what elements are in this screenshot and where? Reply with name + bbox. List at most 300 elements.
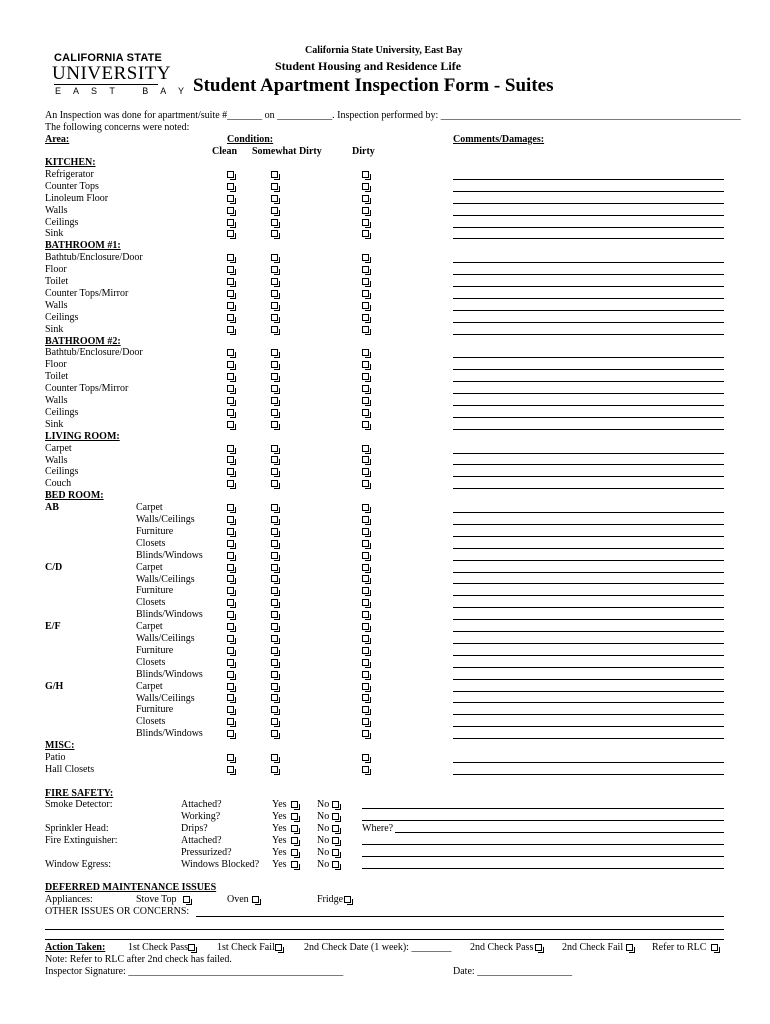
header-university: California State University, East Bay [305,45,463,56]
bedroom-1-row-4-somewhat-dirty-checkbox[interactable] [271,611,278,618]
bath2-row-5-dirty-checkbox[interactable] [362,409,369,416]
misc-row-1-dirty-checkbox[interactable] [362,766,369,773]
living-row-2-dirty-checkbox[interactable] [362,468,369,475]
misc-row-1-somewhat-dirty-checkbox[interactable] [271,766,278,773]
bath2-row-6-clean-checkbox[interactable] [227,421,234,428]
kitchen-row-5-comment-line[interactable] [453,238,724,239]
fire-yes-checkbox-3[interactable] [291,837,298,844]
page-title: Student Apartment Inspection Form - Suites [193,75,554,96]
bedroom-2-row-0-comment-line[interactable] [453,631,724,632]
kitchen-row-0-label: Refrigerator [45,168,94,180]
bedroom-1-row-2-label: Furniture [136,585,174,597]
misc-row-0-dirty-checkbox[interactable] [362,754,369,761]
bedroom-2-row-2-somewhat-dirty-checkbox[interactable] [271,647,278,654]
signature-date[interactable]: Date: ___________________ [453,966,573,977]
bath1-row-5-label: Ceilings [45,311,79,323]
fire-yes-label-3: Yes [272,835,287,846]
bath1-row-2-somewhat-dirty-checkbox[interactable] [271,278,278,285]
bedroom-3-row-0-group-label: G/H [45,680,64,692]
bedroom-3-row-2-label: Furniture [136,704,174,716]
kitchen-row-0-somewhat-dirty-checkbox[interactable] [271,171,278,178]
bath1-row-2-label: Toilet [45,276,69,287]
first-check-pass-checkbox[interactable] [188,944,195,951]
fire-no-checkbox-1[interactable] [332,813,339,820]
bedroom-0-row-1-comment-line[interactable] [453,524,724,525]
bedroom-3-row-3-dirty-checkbox[interactable] [362,718,369,725]
bedroom-3-row-4-comment-line[interactable] [453,738,724,739]
fire-yes-label-4: Yes [272,847,287,858]
living-row-1-somewhat-dirty-checkbox[interactable] [271,456,278,463]
bedroom-3-row-0-dirty-checkbox[interactable] [362,683,369,690]
living-row-1-comment-line[interactable] [453,464,724,465]
stove-top-checkbox[interactable] [183,896,190,903]
q-working: Working? [181,811,221,822]
misc-row-0-comment-line[interactable] [453,762,724,763]
bedroom-2-row-1-clean-checkbox[interactable] [227,635,234,642]
bedroom-2-row-2-comment-line[interactable] [453,655,724,656]
bath2-row-4-somewhat-dirty-checkbox[interactable] [271,397,278,404]
living-row-0-dirty-checkbox[interactable] [362,445,369,452]
kitchen-row-3-label: Walls [45,204,68,216]
bath2-row-1-somewhat-dirty-checkbox[interactable] [271,361,278,368]
bedroom-1-row-3-label: Closets [136,597,166,609]
kitchen-row-2-somewhat-dirty-checkbox[interactable] [271,195,278,202]
bedroom-3-row-2-comment-line[interactable] [453,714,724,715]
bedroom-1-row-1-label: Walls/Ceilings [136,573,195,585]
appliances-label: Appliances: [45,894,93,905]
bedroom-3-row-4-somewhat-dirty-checkbox[interactable] [271,730,278,737]
bath2-row-4-comment-line[interactable] [453,405,724,406]
bath1-row-5-somewhat-dirty-checkbox[interactable] [271,314,278,321]
fire-comment-line-2[interactable] [395,832,724,833]
fire-no-label-5: No [317,859,330,870]
refer-to-rlc-checkbox[interactable] [711,944,718,951]
bedroom-0-row-2-comment-line[interactable] [453,536,724,537]
q-windows-blocked: Windows Blocked? [181,859,260,870]
fire-comment-line-3[interactable] [362,844,724,845]
bath2-row-0-comment-line[interactable] [453,357,724,358]
living-row-2-clean-checkbox[interactable] [227,468,234,475]
bath2-row-2-somewhat-dirty-checkbox[interactable] [271,373,278,380]
other-issues-label: OTHER ISSUES OR CONCERNS: [45,906,190,917]
bedroom-0-row-3-label: Closets [136,537,166,549]
fridge-label: Fridge [317,894,344,905]
header-department: Student Housing and Residence Life [275,59,462,73]
misc-row-0-somewhat-dirty-checkbox[interactable] [271,754,278,761]
bath2-row-5-clean-checkbox[interactable] [227,409,234,416]
bath2-row-3-label: Counter Tops/Mirror [45,383,129,395]
bedroom-2-row-0-label: Carpet [136,621,163,633]
first-check-fail-label: 1st Check Fail [217,942,275,953]
bath1-row-1-clean-checkbox[interactable] [227,266,234,273]
kitchen-row-2-clean-checkbox[interactable] [227,195,234,202]
oven-label: Oven [227,894,249,905]
intro-line1[interactable]: An Inspection was done for apartment/suite #_______ on ___________. Inspection performed by: ____________________________________________________________ [45,110,741,121]
bath2-row-1-label: Floor [45,359,67,371]
bedroom-1-row-1-dirty-checkbox[interactable] [362,575,369,582]
bedroom-3-row-0-label: Carpet [136,680,163,692]
living-row-0-clean-checkbox[interactable] [227,445,234,452]
bath1-row-2-clean-checkbox[interactable] [227,278,234,285]
bedroom-0-row-0-comment-line[interactable] [453,512,724,513]
bath2-row-1-dirty-checkbox[interactable] [362,361,369,368]
fire-no-label-4: No [317,847,330,858]
kitchen-row-1-comment-line[interactable] [453,191,724,192]
bedroom-0-row-2-dirty-checkbox[interactable] [362,528,369,535]
living-row-2-somewhat-dirty-checkbox[interactable] [271,468,278,475]
bedroom-3-row-0-somewhat-dirty-checkbox[interactable] [271,683,278,690]
bedroom-1-row-1-clean-checkbox[interactable] [227,575,234,582]
kitchen-row-3-somewhat-dirty-checkbox[interactable] [271,207,278,214]
bedroom-1-row-3-somewhat-dirty-checkbox[interactable] [271,599,278,606]
bath1-row-4-comment-line[interactable] [453,310,724,311]
fire-no-checkbox-3[interactable] [332,837,339,844]
bedroom-0-row-4-label: Blinds/Windows [136,549,203,561]
misc-heading: MISC: [45,740,75,752]
bath2-row-2-clean-checkbox[interactable] [227,373,234,380]
living-row-0-comment-line[interactable] [453,453,724,454]
bath1-row-5-comment-line[interactable] [453,322,724,323]
oven-checkbox[interactable] [252,896,259,903]
other-issues-line-1[interactable] [196,916,724,917]
kitchen-row-1-clean-checkbox[interactable] [227,183,234,190]
bedroom-3-row-1-dirty-checkbox[interactable] [362,694,369,701]
fire-no-checkbox-2[interactable] [332,825,339,832]
bedroom-1-row-4-dirty-checkbox[interactable] [362,611,369,618]
fire-yes-checkbox-4[interactable] [291,849,298,856]
bath1-row-3-dirty-checkbox[interactable] [362,290,369,297]
bath1-row-5-dirty-checkbox[interactable] [362,314,369,321]
first-check-fail-checkbox[interactable] [275,944,282,951]
bedroom-2-row-2-label: Furniture [136,644,174,656]
bath2-row-6-comment-line[interactable] [453,429,724,430]
bedroom-2-row-1-label: Walls/Ceilings [136,633,195,644]
bedroom-3-row-1-somewhat-dirty-checkbox[interactable] [271,694,278,701]
bedroom-2-row-1-somewhat-dirty-checkbox[interactable] [271,635,278,642]
bedroom-0-row-1-dirty-checkbox[interactable] [362,516,369,523]
bath1-row-6-clean-checkbox[interactable] [227,326,234,333]
bedroom-1-row-4-comment-line[interactable] [453,619,724,620]
living-row-1-dirty-checkbox[interactable] [362,456,369,463]
bedroom-2-row-4-comment-line[interactable] [453,679,724,680]
bedroom-0-row-0-clean-checkbox[interactable] [227,504,234,511]
bedroom-1-row-4-clean-checkbox[interactable] [227,611,234,618]
bedroom-heading: BED ROOM: [45,490,104,502]
fire-yes-checkbox-2[interactable] [291,825,298,832]
intro-line2: The following concerns were noted: [45,122,190,133]
bath2-row-6-dirty-checkbox[interactable] [362,421,369,428]
second-check-pass-checkbox[interactable] [535,944,542,951]
kitchen-row-3-comment-line[interactable] [453,215,724,216]
bedroom-2-row-3-somewhat-dirty-checkbox[interactable] [271,659,278,666]
bath1-row-5-clean-checkbox[interactable] [227,314,234,321]
refer-to-rlc-label: Refer to RLC [652,942,707,953]
bedroom-3-row-3-comment-line[interactable] [453,726,724,727]
deferred-heading: DEFERRED MAINTENANCE ISSUES [45,882,217,893]
bedroom-2-row-4-clean-checkbox[interactable] [227,671,234,678]
fire-comment-line-5[interactable] [362,868,724,869]
action-taken-label: Action Taken: [45,942,106,953]
fire-yes-checkbox-5[interactable] [291,861,298,868]
living-row-1-clean-checkbox[interactable] [227,456,234,463]
bath1-row-0-dirty-checkbox[interactable] [362,254,369,261]
clean-header: Clean [212,146,237,157]
fire-no-label-1: No [317,811,330,822]
sprinkler-head-label: Sprinkler Head: [45,823,109,834]
q-drips: Drips? [181,823,208,834]
q-attached-2: Attached? [181,835,222,846]
bedroom-1-row-2-dirty-checkbox[interactable] [362,587,369,594]
bath2-row-2-comment-line[interactable] [453,381,724,382]
bath1-row-3-label: Counter Tops/Mirror [45,287,129,299]
bedroom-1-row-0-dirty-checkbox[interactable] [362,564,369,571]
bath1-row-0-somewhat-dirty-checkbox[interactable] [271,254,278,261]
bedroom-3-row-4-clean-checkbox[interactable] [227,730,234,737]
second-check-date-label[interactable]: 2nd Check Date (1 week): ________ [304,942,452,953]
fire-no-checkbox-0[interactable] [332,801,339,808]
bedroom-2-row-2-clean-checkbox[interactable] [227,647,234,654]
living-heading: LIVING ROOM: [45,430,120,442]
fire-yes-label-0: Yes [272,799,287,810]
misc-row-0-label: Patio [45,752,66,763]
bath2-row-0-dirty-checkbox[interactable] [362,349,369,356]
kitchen-row-4-comment-line[interactable] [453,227,724,228]
bath2-row-3-somewhat-dirty-checkbox[interactable] [271,385,278,392]
bedroom-3-row-2-dirty-checkbox[interactable] [362,706,369,713]
bath2-row-0-clean-checkbox[interactable] [227,349,234,356]
kitchen-row-1-somewhat-dirty-checkbox[interactable] [271,183,278,190]
bedroom-1-row-2-comment-line[interactable] [453,595,724,596]
bath1-row-3-comment-line[interactable] [453,298,724,299]
bath2-row-1-clean-checkbox[interactable] [227,361,234,368]
kitchen-row-3-clean-checkbox[interactable] [227,207,234,214]
fire-no-checkbox-5[interactable] [332,861,339,868]
misc-row-1-comment-line[interactable] [453,774,724,775]
bedroom-0-row-1-label: Walls/Ceilings [136,514,195,525]
living-row-3-dirty-checkbox[interactable] [362,480,369,487]
bedroom-2-row-0-clean-checkbox[interactable] [227,623,234,630]
condition-header: Condition: [227,134,274,145]
living-row-3-comment-line[interactable] [453,488,724,489]
bedroom-1-row-1-somewhat-dirty-checkbox[interactable] [271,575,278,582]
second-check-fail-checkbox[interactable] [626,944,633,951]
bedroom-3-row-4-label: Blinds/Windows [136,728,203,740]
bedroom-3-row-1-clean-checkbox[interactable] [227,694,234,701]
other-issues-line-2[interactable] [45,929,724,930]
bath1-row-6-dirty-checkbox[interactable] [362,326,369,333]
bath2-row-3-comment-line[interactable] [453,393,724,394]
bath2-row-5-comment-line[interactable] [453,417,724,418]
logo-line3: E A S T B A Y [55,86,190,96]
misc-row-1-clean-checkbox[interactable] [227,766,234,773]
bath1-row-1-somewhat-dirty-checkbox[interactable] [271,266,278,273]
kitchen-row-5-clean-checkbox[interactable] [227,230,234,237]
bathroom1-heading: BATHROOM #1: [45,240,121,252]
bedroom-2-row-4-dirty-checkbox[interactable] [362,671,369,678]
bath1-row-6-somewhat-dirty-checkbox[interactable] [271,326,278,333]
bath1-row-4-clean-checkbox[interactable] [227,302,234,309]
bedroom-3-row-3-label: Closets [136,716,166,728]
bath2-row-4-dirty-checkbox[interactable] [362,397,369,404]
bedroom-0-row-2-clean-checkbox[interactable] [227,528,234,535]
bedroom-2-row-3-dirty-checkbox[interactable] [362,659,369,666]
smoke-detector-label: Smoke Detector: [45,799,113,810]
bedroom-2-row-3-clean-checkbox[interactable] [227,659,234,666]
second-check-fail-label: 2nd Check Fail [562,942,624,953]
bath2-row-3-clean-checkbox[interactable] [227,385,234,392]
kitchen-row-2-comment-line[interactable] [453,203,724,204]
bath1-row-3-somewhat-dirty-checkbox[interactable] [271,290,278,297]
kitchen-row-5-somewhat-dirty-checkbox[interactable] [271,230,278,237]
bedroom-1-row-0-label: Carpet [136,561,163,573]
bath2-row-6-somewhat-dirty-checkbox[interactable] [271,421,278,428]
bedroom-0-row-0-dirty-checkbox[interactable] [362,504,369,511]
bedroom-3-row-2-clean-checkbox[interactable] [227,706,234,713]
bath1-row-0-clean-checkbox[interactable] [227,254,234,261]
bedroom-0-row-2-somewhat-dirty-checkbox[interactable] [271,528,278,535]
fire-comment-line-0[interactable] [362,808,724,809]
bath2-row-2-dirty-checkbox[interactable] [362,373,369,380]
bedroom-1-row-0-group-label: C/D [45,561,63,573]
bedroom-2-row-4-somewhat-dirty-checkbox[interactable] [271,671,278,678]
kitchen-row-4-somewhat-dirty-checkbox[interactable] [271,219,278,226]
living-row-2-comment-line[interactable] [453,476,724,477]
kitchen-row-0-dirty-checkbox[interactable] [362,171,369,178]
bedroom-1-row-4-label: Blinds/Windows [136,609,203,621]
bedroom-0-row-0-somewhat-dirty-checkbox[interactable] [271,504,278,511]
fire-comment-line-1[interactable] [362,820,724,821]
dirty-header: Dirty [352,146,375,157]
refer-note: Note: Refer to RLC after 2nd check has failed. [45,954,232,965]
fire-comment-line-4[interactable] [362,856,724,857]
window-egress-label: Window Egress: [45,859,111,870]
bedroom-3-row-3-clean-checkbox[interactable] [227,718,234,725]
bedroom-2-row-0-dirty-checkbox[interactable] [362,623,369,630]
bath1-row-1-comment-line[interactable] [453,274,724,275]
bedroom-1-row-3-dirty-checkbox[interactable] [362,599,369,606]
bedroom-0-row-4-clean-checkbox[interactable] [227,552,234,559]
bath2-row-4-clean-checkbox[interactable] [227,397,234,404]
stove-top-label: Stove Top [136,894,177,905]
fire-yes-label-5: Yes [272,859,287,870]
bath1-row-4-dirty-checkbox[interactable] [362,302,369,309]
bedroom-3-row-2-somewhat-dirty-checkbox[interactable] [271,706,278,713]
bedroom-1-row-3-comment-line[interactable] [453,607,724,608]
kitchen-row-5-dirty-checkbox[interactable] [362,230,369,237]
kitchen-row-1-label: Counter Tops [45,180,99,192]
bedroom-1-row-2-somewhat-dirty-checkbox[interactable] [271,587,278,594]
bedroom-2-row-1-comment-line[interactable] [453,643,724,644]
living-row-3-clean-checkbox[interactable] [227,480,234,487]
living-row-0-somewhat-dirty-checkbox[interactable] [271,445,278,452]
bedroom-0-row-4-dirty-checkbox[interactable] [362,552,369,559]
kitchen-row-5-label: Sink [45,228,64,240]
kitchen-heading: KITCHEN: [45,157,96,168]
kitchen-row-1-dirty-checkbox[interactable] [362,183,369,190]
bedroom-3-row-1-comment-line[interactable] [453,702,724,703]
bedroom-3-row-1-label: Walls/Ceilings [136,692,195,704]
living-row-1-label: Walls [45,454,68,466]
kitchen-row-4-dirty-checkbox[interactable] [362,219,369,226]
bedroom-0-row-3-comment-line[interactable] [453,548,724,549]
second-check-pass-label: 2nd Check Pass [470,942,534,953]
bedroom-0-row-1-somewhat-dirty-checkbox[interactable] [271,516,278,523]
living-row-0-label: Carpet [45,442,72,454]
bath1-row-6-comment-line[interactable] [453,334,724,335]
bath1-row-4-somewhat-dirty-checkbox[interactable] [271,302,278,309]
bedroom-1-row-0-somewhat-dirty-checkbox[interactable] [271,564,278,571]
fire-no-label-3: No [317,835,330,846]
fire-yes-checkbox-0[interactable] [291,801,298,808]
bath1-row-0-comment-line[interactable] [453,262,724,263]
bath1-row-1-dirty-checkbox[interactable] [362,266,369,273]
bathroom2-heading: BATHROOM #2: [45,335,121,347]
bedroom-3-row-4-dirty-checkbox[interactable] [362,730,369,737]
bath1-row-2-dirty-checkbox[interactable] [362,278,369,285]
fire-no-label-2: No [317,823,330,834]
bedroom-2-row-0-somewhat-dirty-checkbox[interactable] [271,623,278,630]
bedroom-0-row-4-somewhat-dirty-checkbox[interactable] [271,552,278,559]
kitchen-row-0-comment-line[interactable] [453,179,724,180]
bedroom-1-row-1-comment-line[interactable] [453,583,724,584]
misc-row-0-clean-checkbox[interactable] [227,754,234,761]
bedroom-2-row-0-group-label: E/F [45,621,61,633]
bath2-row-6-label: Sink [45,418,64,430]
fire-no-label-0: No [317,799,330,810]
fire-yes-checkbox-1[interactable] [291,813,298,820]
kitchen-row-4-clean-checkbox[interactable] [227,219,234,226]
bedroom-3-row-3-somewhat-dirty-checkbox[interactable] [271,718,278,725]
bedroom-1-row-0-comment-line[interactable] [453,572,724,573]
bath1-row-2-comment-line[interactable] [453,286,724,287]
bath2-row-5-somewhat-dirty-checkbox[interactable] [271,409,278,416]
bedroom-3-row-0-clean-checkbox[interactable] [227,683,234,690]
bedroom-0-row-3-dirty-checkbox[interactable] [362,540,369,547]
bedroom-0-row-3-somewhat-dirty-checkbox[interactable] [271,540,278,547]
inspector-signature[interactable]: Inspector Signature: ___________________________________________ [45,966,344,977]
bedroom-2-row-2-dirty-checkbox[interactable] [362,647,369,654]
kitchen-row-3-dirty-checkbox[interactable] [362,207,369,214]
fire-no-checkbox-4[interactable] [332,849,339,856]
bedroom-2-row-3-comment-line[interactable] [453,667,724,668]
bedroom-0-row-1-clean-checkbox[interactable] [227,516,234,523]
living-row-2-label: Ceilings [45,466,79,478]
kitchen-row-0-clean-checkbox[interactable] [227,171,234,178]
bath2-row-3-dirty-checkbox[interactable] [362,385,369,392]
kitchen-row-2-dirty-checkbox[interactable] [362,195,369,202]
bedroom-2-row-4-label: Blinds/Windows [136,668,203,680]
bedroom-0-row-0-label: Carpet [136,502,163,514]
kitchen-row-4-label: Ceilings [45,216,79,228]
bedroom-1-row-0-clean-checkbox[interactable] [227,564,234,571]
bath2-row-4-label: Walls [45,395,68,406]
bedroom-3-row-0-comment-line[interactable] [453,691,724,692]
logo-line1: CALIFORNIA STATE [54,52,163,64]
fridge-checkbox[interactable] [344,896,351,903]
bath2-row-0-somewhat-dirty-checkbox[interactable] [271,349,278,356]
bedroom-1-row-2-clean-checkbox[interactable] [227,587,234,594]
living-row-3-somewhat-dirty-checkbox[interactable] [271,480,278,487]
bath2-row-0-label: Bathtub/Enclosure/Door [45,347,143,359]
q-attached: Attached? [181,799,222,810]
bedroom-0-row-4-comment-line[interactable] [453,560,724,561]
bedroom-2-row-1-dirty-checkbox[interactable] [362,635,369,642]
bedroom-0-row-3-clean-checkbox[interactable] [227,540,234,547]
bedroom-1-row-3-clean-checkbox[interactable] [227,599,234,606]
fire-yes-label-1: Yes [272,811,287,822]
bath1-row-3-clean-checkbox[interactable] [227,290,234,297]
bath2-row-1-comment-line[interactable] [453,369,724,370]
